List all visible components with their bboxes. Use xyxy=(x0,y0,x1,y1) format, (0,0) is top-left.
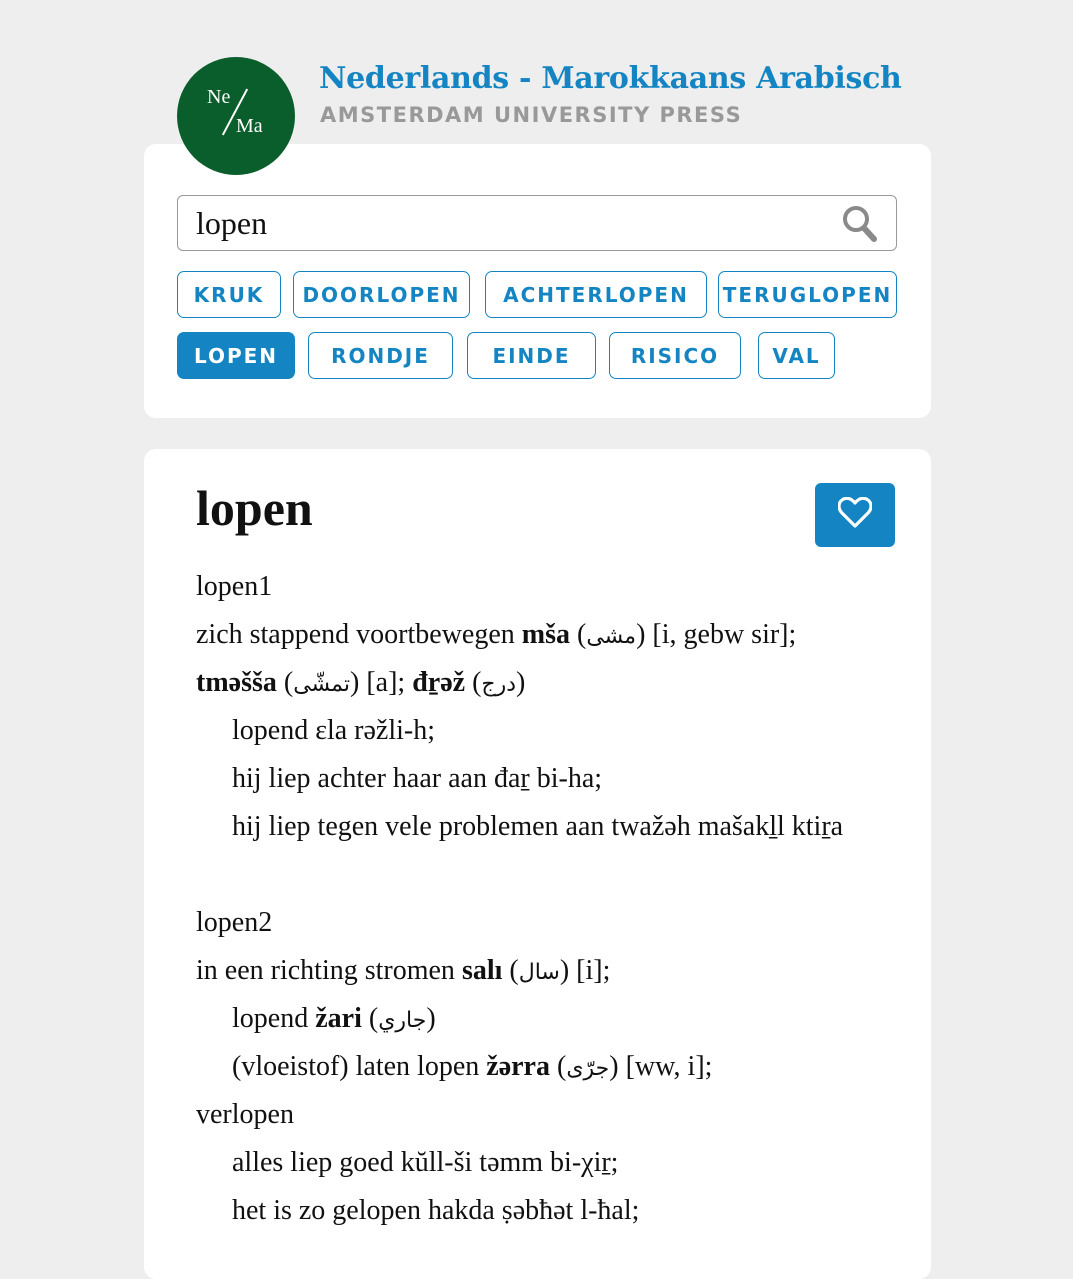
arabic-script: تمشّى xyxy=(293,672,351,697)
grammar-note: ) [ww, i]; xyxy=(609,1051,713,1082)
logo-bottom-text: Ma xyxy=(236,115,263,137)
example-line: het is zo gelopen hakda ṣəbħət l-ħal; xyxy=(232,1195,640,1226)
grammar-note: ) [i]; xyxy=(559,955,611,986)
example-line xyxy=(232,1002,436,1038)
punct: ( xyxy=(465,667,482,698)
arabic-script: جرّى xyxy=(566,1056,610,1081)
translation: đṟəž xyxy=(412,667,466,698)
search-card xyxy=(144,144,931,418)
search-icon[interactable] xyxy=(842,205,878,243)
definition-line xyxy=(196,954,610,990)
chip-lopen[interactable]: LOPEN xyxy=(177,332,295,379)
example-text: (vloeistof) laten lopen xyxy=(232,1051,487,1082)
sense-label-1: lopen1 xyxy=(196,571,273,602)
punct: ( xyxy=(361,1003,379,1034)
translation: žərra xyxy=(486,1051,550,1082)
translation: mša xyxy=(521,619,571,650)
grammar-note: ) [i, gebw sir]; xyxy=(636,619,797,650)
logo xyxy=(177,57,295,175)
app-title: Nederlands - Marokkaans Arabisch xyxy=(319,61,902,96)
chip-achterlopen[interactable]: ACHTERLOPEN xyxy=(485,271,707,318)
arabic-script: درج xyxy=(481,672,517,697)
definition-line xyxy=(196,618,796,654)
example-text: lopend xyxy=(232,1003,316,1034)
grammar-note: ) [a]; xyxy=(350,667,413,698)
heart-icon xyxy=(838,497,872,534)
sense-label-2: lopen2 xyxy=(196,907,273,938)
punct: ) xyxy=(516,667,526,698)
punct: ( xyxy=(276,667,294,698)
chip-risico[interactable]: RISICO xyxy=(609,332,741,379)
search-input[interactable] xyxy=(196,204,816,242)
logo-top-text: Ne xyxy=(207,86,231,108)
chip-teruglopen[interactable]: TERUGLOPEN xyxy=(718,271,897,318)
entry-card xyxy=(144,449,931,1279)
definition-line xyxy=(196,666,525,702)
gloss-text: zich stappend voortbewegen xyxy=(196,619,522,650)
example-line: hij liep tegen vele problemen aan twažəh mašakḻl ktiṟa xyxy=(232,811,844,842)
arabic-script: جاري xyxy=(378,1008,427,1033)
favorite-button[interactable] xyxy=(815,483,895,547)
publisher-subtitle: AMSTERDAM UNIVERSITY PRESS xyxy=(320,103,743,127)
example-line: hij liep achter haar aan đaṟ bi-ha; xyxy=(232,763,603,794)
example-line: lopend ɛla rəžli-h; xyxy=(232,715,436,746)
search-box xyxy=(177,195,897,251)
translation: žari xyxy=(315,1003,362,1034)
punct: ( xyxy=(549,1051,567,1082)
arabic-script: سال xyxy=(518,960,560,985)
punct: ) xyxy=(426,1003,436,1034)
chip-kruk[interactable]: KRUK xyxy=(177,271,281,318)
translation: tməšša xyxy=(196,667,277,698)
sense-label-3: verlopen xyxy=(196,1099,294,1130)
headword: lopen xyxy=(196,480,313,536)
punct: ( xyxy=(502,955,519,986)
example-line xyxy=(232,1050,712,1086)
chip-doorlopen[interactable]: DOORLOPEN xyxy=(293,271,470,318)
translation: salı xyxy=(461,955,503,986)
arabic-script: مشى xyxy=(586,624,637,649)
chip-val[interactable]: VAL xyxy=(758,332,835,379)
punct: ( xyxy=(570,619,587,650)
gloss-text: in een richting stromen xyxy=(196,955,462,986)
chip-einde[interactable]: EINDE xyxy=(467,332,596,379)
example-line: alles liep goed kŭll-ši təmm bi-χiṟ; xyxy=(232,1147,619,1178)
chip-rondje[interactable]: RONDJE xyxy=(308,332,453,379)
